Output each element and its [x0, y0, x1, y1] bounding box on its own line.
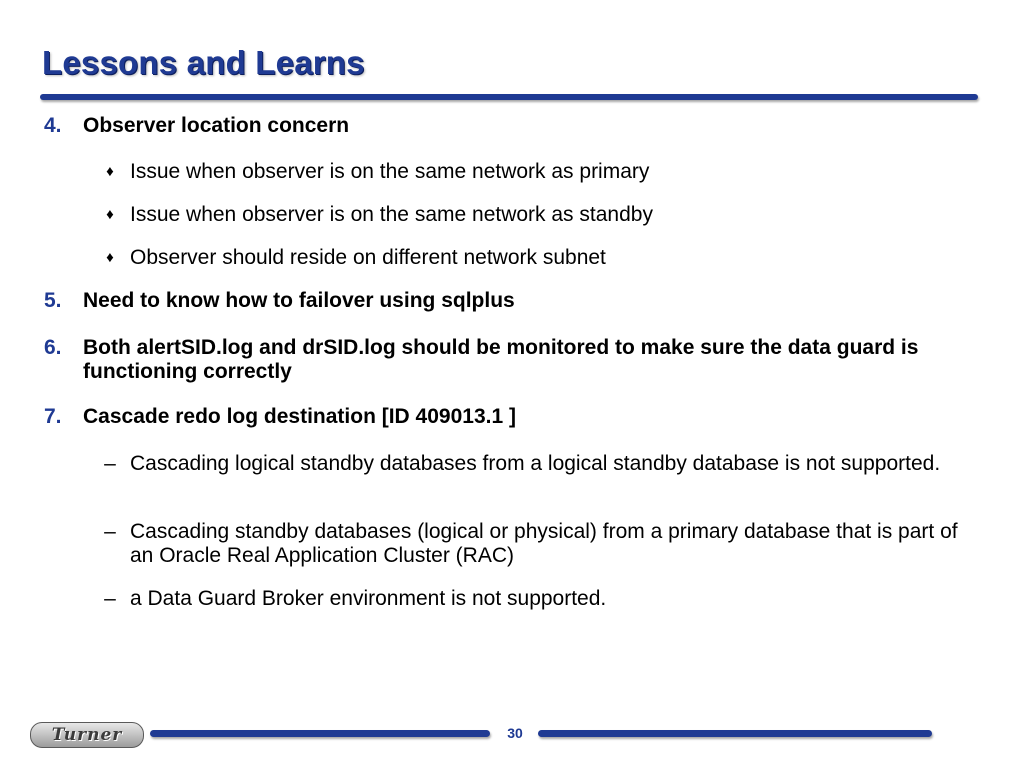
dash-bullet-icon: – — [104, 452, 116, 475]
item-number: 4. — [44, 114, 62, 137]
bullet-text: Cascading logical standby databases from a logical standby database is not supported. — [130, 452, 941, 475]
item-number: 5. — [44, 289, 62, 312]
bullet-text: Cascading standby databases (logical or physical) from a primary database that is part of an Oracle Real Application Cluster (RAC) — [130, 520, 958, 567]
footer-divider-left — [150, 730, 490, 737]
turner-logo: Turner — [30, 722, 144, 748]
dash-bullet-icon: – — [104, 587, 116, 610]
item-number: 6. — [44, 336, 62, 359]
diamond-bullet-icon: ♦ — [106, 249, 114, 266]
bullet-text: Issue when observer is on the same network as standby — [130, 203, 653, 226]
title-divider — [40, 94, 978, 100]
item-number: 7. — [44, 405, 62, 428]
diamond-bullet-icon: ♦ — [106, 206, 114, 223]
item-text: Need to know how to failover using sqlplus — [83, 289, 515, 312]
footer-divider-right — [538, 730, 932, 737]
item-text: Cascade redo log destination [ID 409013.1 ] — [83, 405, 516, 428]
bullet-text: Issue when observer is on the same network as primary — [130, 160, 650, 183]
slide-title: Lessons and Learns — [42, 44, 365, 81]
item-text: Observer location concern — [83, 114, 350, 137]
diamond-bullet-icon: ♦ — [106, 163, 114, 180]
item-text: Both alertSID.log and drSID.log should be monitored to make sure the data guard is functioning correctly — [83, 336, 919, 383]
bullet-text: a Data Guard Broker environment is not supported. — [130, 587, 607, 610]
page-number: 30 — [507, 725, 523, 741]
dash-bullet-icon: – — [104, 520, 116, 543]
bullet-text: Observer should reside on different network subnet — [130, 246, 606, 269]
